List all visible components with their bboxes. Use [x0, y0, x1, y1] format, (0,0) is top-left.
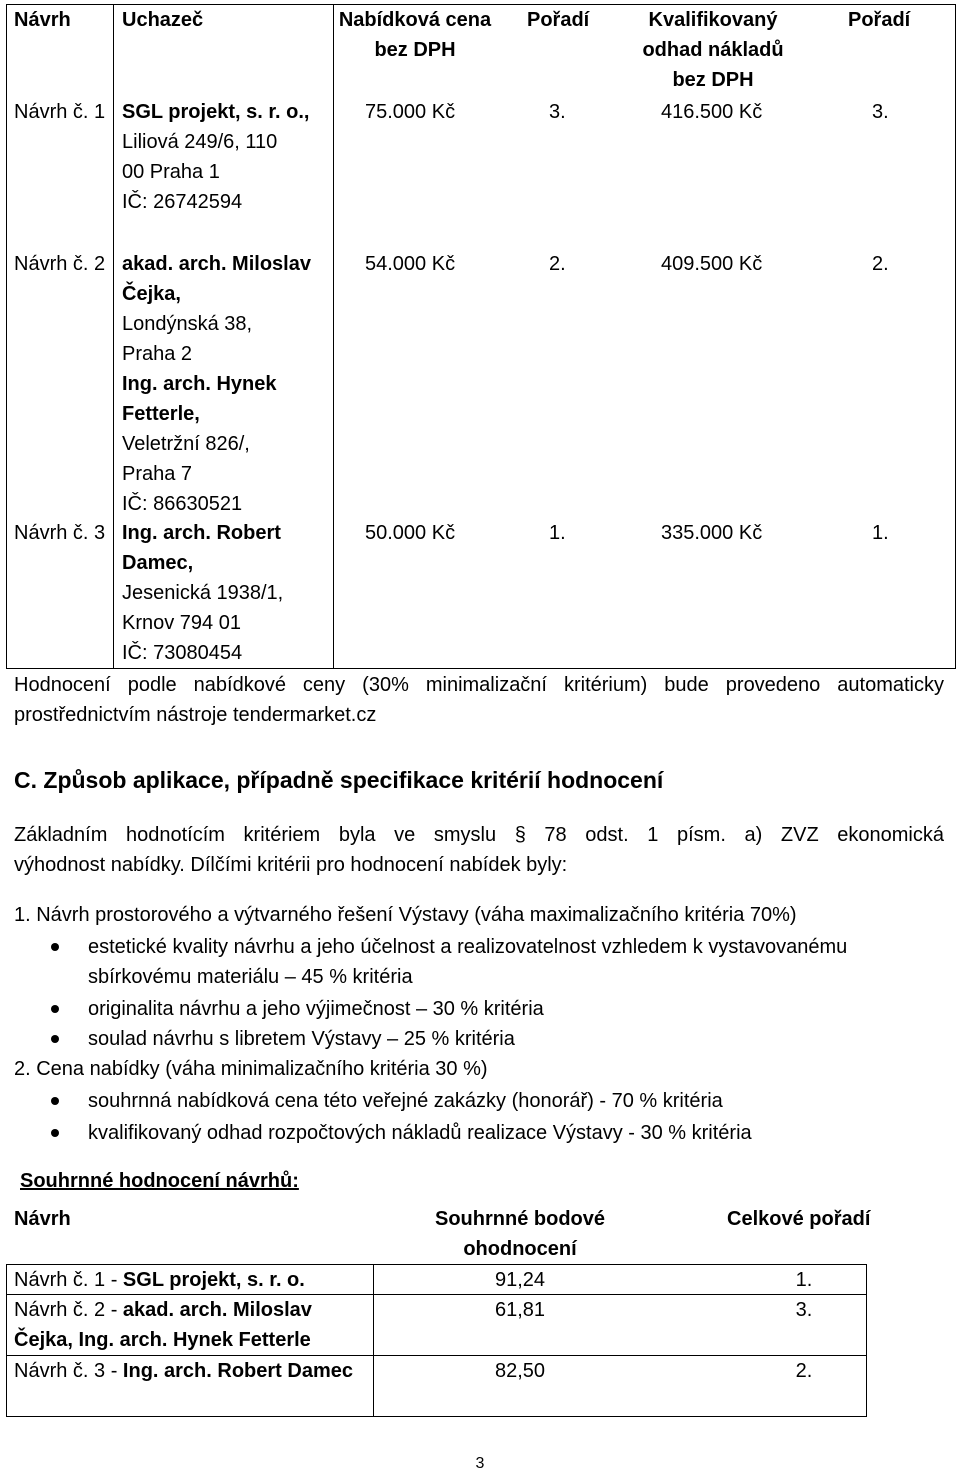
row1-poradi-2: 3. [872, 101, 889, 123]
criterion-1-item-2: originalita návrhu a jeho výjimečnost – 30 % kritéria [88, 998, 544, 1020]
table-border [955, 4, 956, 669]
header-odhad: Kvalifikovaný odhad nákladů bez DPH [642, 9, 784, 91]
bullet-icon [51, 1035, 59, 1043]
row1-navrh: Návrh č. 1 [14, 101, 106, 123]
header-navrh: Návrh [14, 9, 71, 31]
summary-heading: Souhrnné hodnocení návrhů: [20, 1170, 299, 1192]
criterion-1-item-1: estetické kvality návrhu a jeho účelnost a realizovatelnost vzhledem k vystavovanému sbírkovému materiálu – 45 % kritéria [88, 936, 848, 988]
header-poradi: Pořadí [527, 9, 590, 31]
summary-header-score: Souhrnné bodové ohodnocení [435, 1208, 605, 1260]
row3-address-2: Krnov 794 01 [122, 612, 241, 634]
summary-row-2-score: 61,81 [494, 1299, 546, 1321]
summary-row-3-name [14, 1356, 369, 1386]
summary-row-2-rank: 3. [795, 1299, 813, 1321]
row3-navrh: Návrh č. 3 [14, 522, 106, 544]
criterion-1: 1. Návrh prostorového a výtvarného řešení Výstavy (váha maximalizačního kritéria 70%) [14, 904, 797, 926]
row1-uchazec [122, 97, 322, 217]
summary-row-1-name [14, 1265, 369, 1295]
summary-row-2-prefix: Návrh č. 2 - [14, 1299, 123, 1321]
bullet-icon [51, 1129, 59, 1137]
row1-address-1: Liliová 249/6, 110 [122, 131, 278, 153]
row3-poradi: 1. [549, 522, 566, 544]
section-c-heading: C. Způsob aplikace, případně specifikace kritérií hodnocení [14, 767, 664, 793]
row1-address-2: 00 Praha 1 [122, 161, 220, 183]
summary-row-1-prefix: Návrh č. 1 - [14, 1269, 123, 1291]
table-border [6, 4, 7, 669]
row2-poradi: 2. [549, 253, 566, 275]
row3-ico: IČ: 73080454 [122, 642, 243, 664]
row2-poradi-2: 2. [872, 253, 889, 275]
row2-address-2: Praha 2 [122, 343, 193, 365]
summary-row-3-prefix: Návrh č. 3 - [14, 1360, 123, 1382]
summary-row-3-score: 82,50 [494, 1360, 546, 1382]
header-cena: Nabídková cena bez DPH [338, 9, 492, 61]
section-c-intro-line-2: výhodnost nabídky. Dílčími kritérii pro hodnocení nabídek byly: [14, 854, 568, 876]
row2-uchazec-name: akad. arch. Miloslav Čejka, [122, 253, 311, 305]
bullet-icon [51, 1097, 59, 1105]
row3-cena: 50.000 Kč [365, 522, 456, 544]
row3-odhad: 335.000 Kč [661, 522, 763, 544]
table-border [333, 4, 334, 669]
row3-uchazec [122, 518, 322, 668]
page-number: 3 [475, 1455, 485, 1472]
section-c-intro-line-1: Základním hodnotícím kritériem byla ve smyslu § 78 odst. 1 písm. a) ZVZ ekonomická [14, 824, 944, 846]
summary-header-rank: Celkové pořadí [727, 1208, 871, 1230]
row2-ico: IČ: 86630521 [122, 493, 243, 515]
summary-row-3-entrant: Ing. arch. Robert Damec [122, 1360, 353, 1382]
row2-address-1: Londýnská 38, [122, 313, 253, 335]
criterion-1-item-3: soulad návrhu s libretem Výstavy – 25 % kritéria [88, 1028, 515, 1050]
evaluation-note: Hodnocení podle nabídkové ceny (30% minimalizační kritérium) bude provedeno automaticky prostřednictvím nástroje tendermarket.cz [14, 674, 944, 726]
header-uchazec: Uchazeč [122, 9, 204, 31]
row1-cena: 75.000 Kč [365, 101, 456, 123]
summary-row-3-rank: 2. [795, 1360, 813, 1382]
summary-row-2-name [14, 1295, 369, 1355]
row1-ico: IČ: 26742594 [122, 191, 243, 213]
row3-uchazec-name: Ing. arch. Robert Damec, [122, 522, 281, 574]
table-border [113, 4, 114, 669]
row3-address-1: Jesenická 1938/1, [122, 582, 284, 604]
row2-address-3: Veletržní 826/, [122, 433, 250, 455]
bullet-icon [51, 1005, 59, 1013]
row2-cena: 54.000 Kč [365, 253, 456, 275]
summary-row-1-rank: 1. [795, 1269, 813, 1291]
row2-navrh: Návrh č. 2 [14, 253, 106, 275]
summary-row-1-score: 91,24 [494, 1269, 546, 1291]
criterion-2: 2. Cena nabídky (váha minimalizačního kritéria 30 %) [14, 1058, 488, 1080]
summary-header-navrh: Návrh [14, 1208, 71, 1230]
summary-divider [6, 1416, 867, 1417]
row1-odhad: 416.500 Kč [661, 101, 763, 123]
bullet-icon [51, 943, 59, 951]
summary-row-2-entrant: akad. arch. Miloslav Čejka, Ing. arch. Hynek Fetterle [14, 1299, 312, 1351]
summary-row-1-entrant: SGL projekt, s. r. o. [122, 1269, 305, 1291]
row2-odhad: 409.500 Kč [661, 253, 763, 275]
row1-poradi: 3. [549, 101, 566, 123]
criterion-2-item-2: kvalifikovaný odhad rozpočtových nákladů realizace Výstavy - 30 % kritéria [88, 1122, 752, 1144]
row3-poradi-2: 1. [872, 522, 889, 544]
table-border [6, 668, 956, 669]
row2-uchazec [122, 249, 322, 519]
row1-uchazec-name: SGL projekt, s. r. o., [122, 101, 310, 123]
summary-divider [6, 1264, 7, 1417]
row2-address-4: Praha 7 [122, 463, 193, 485]
row2-uchazec-name-2: Ing. arch. Hynek Fetterle, [122, 373, 277, 425]
header-poradi-2: Pořadí [848, 9, 911, 31]
criterion-2-item-1: souhrnná nabídková cena této veřejné zakázky (honorář) - 70 % kritéria [88, 1090, 723, 1112]
summary-divider [373, 1264, 374, 1417]
